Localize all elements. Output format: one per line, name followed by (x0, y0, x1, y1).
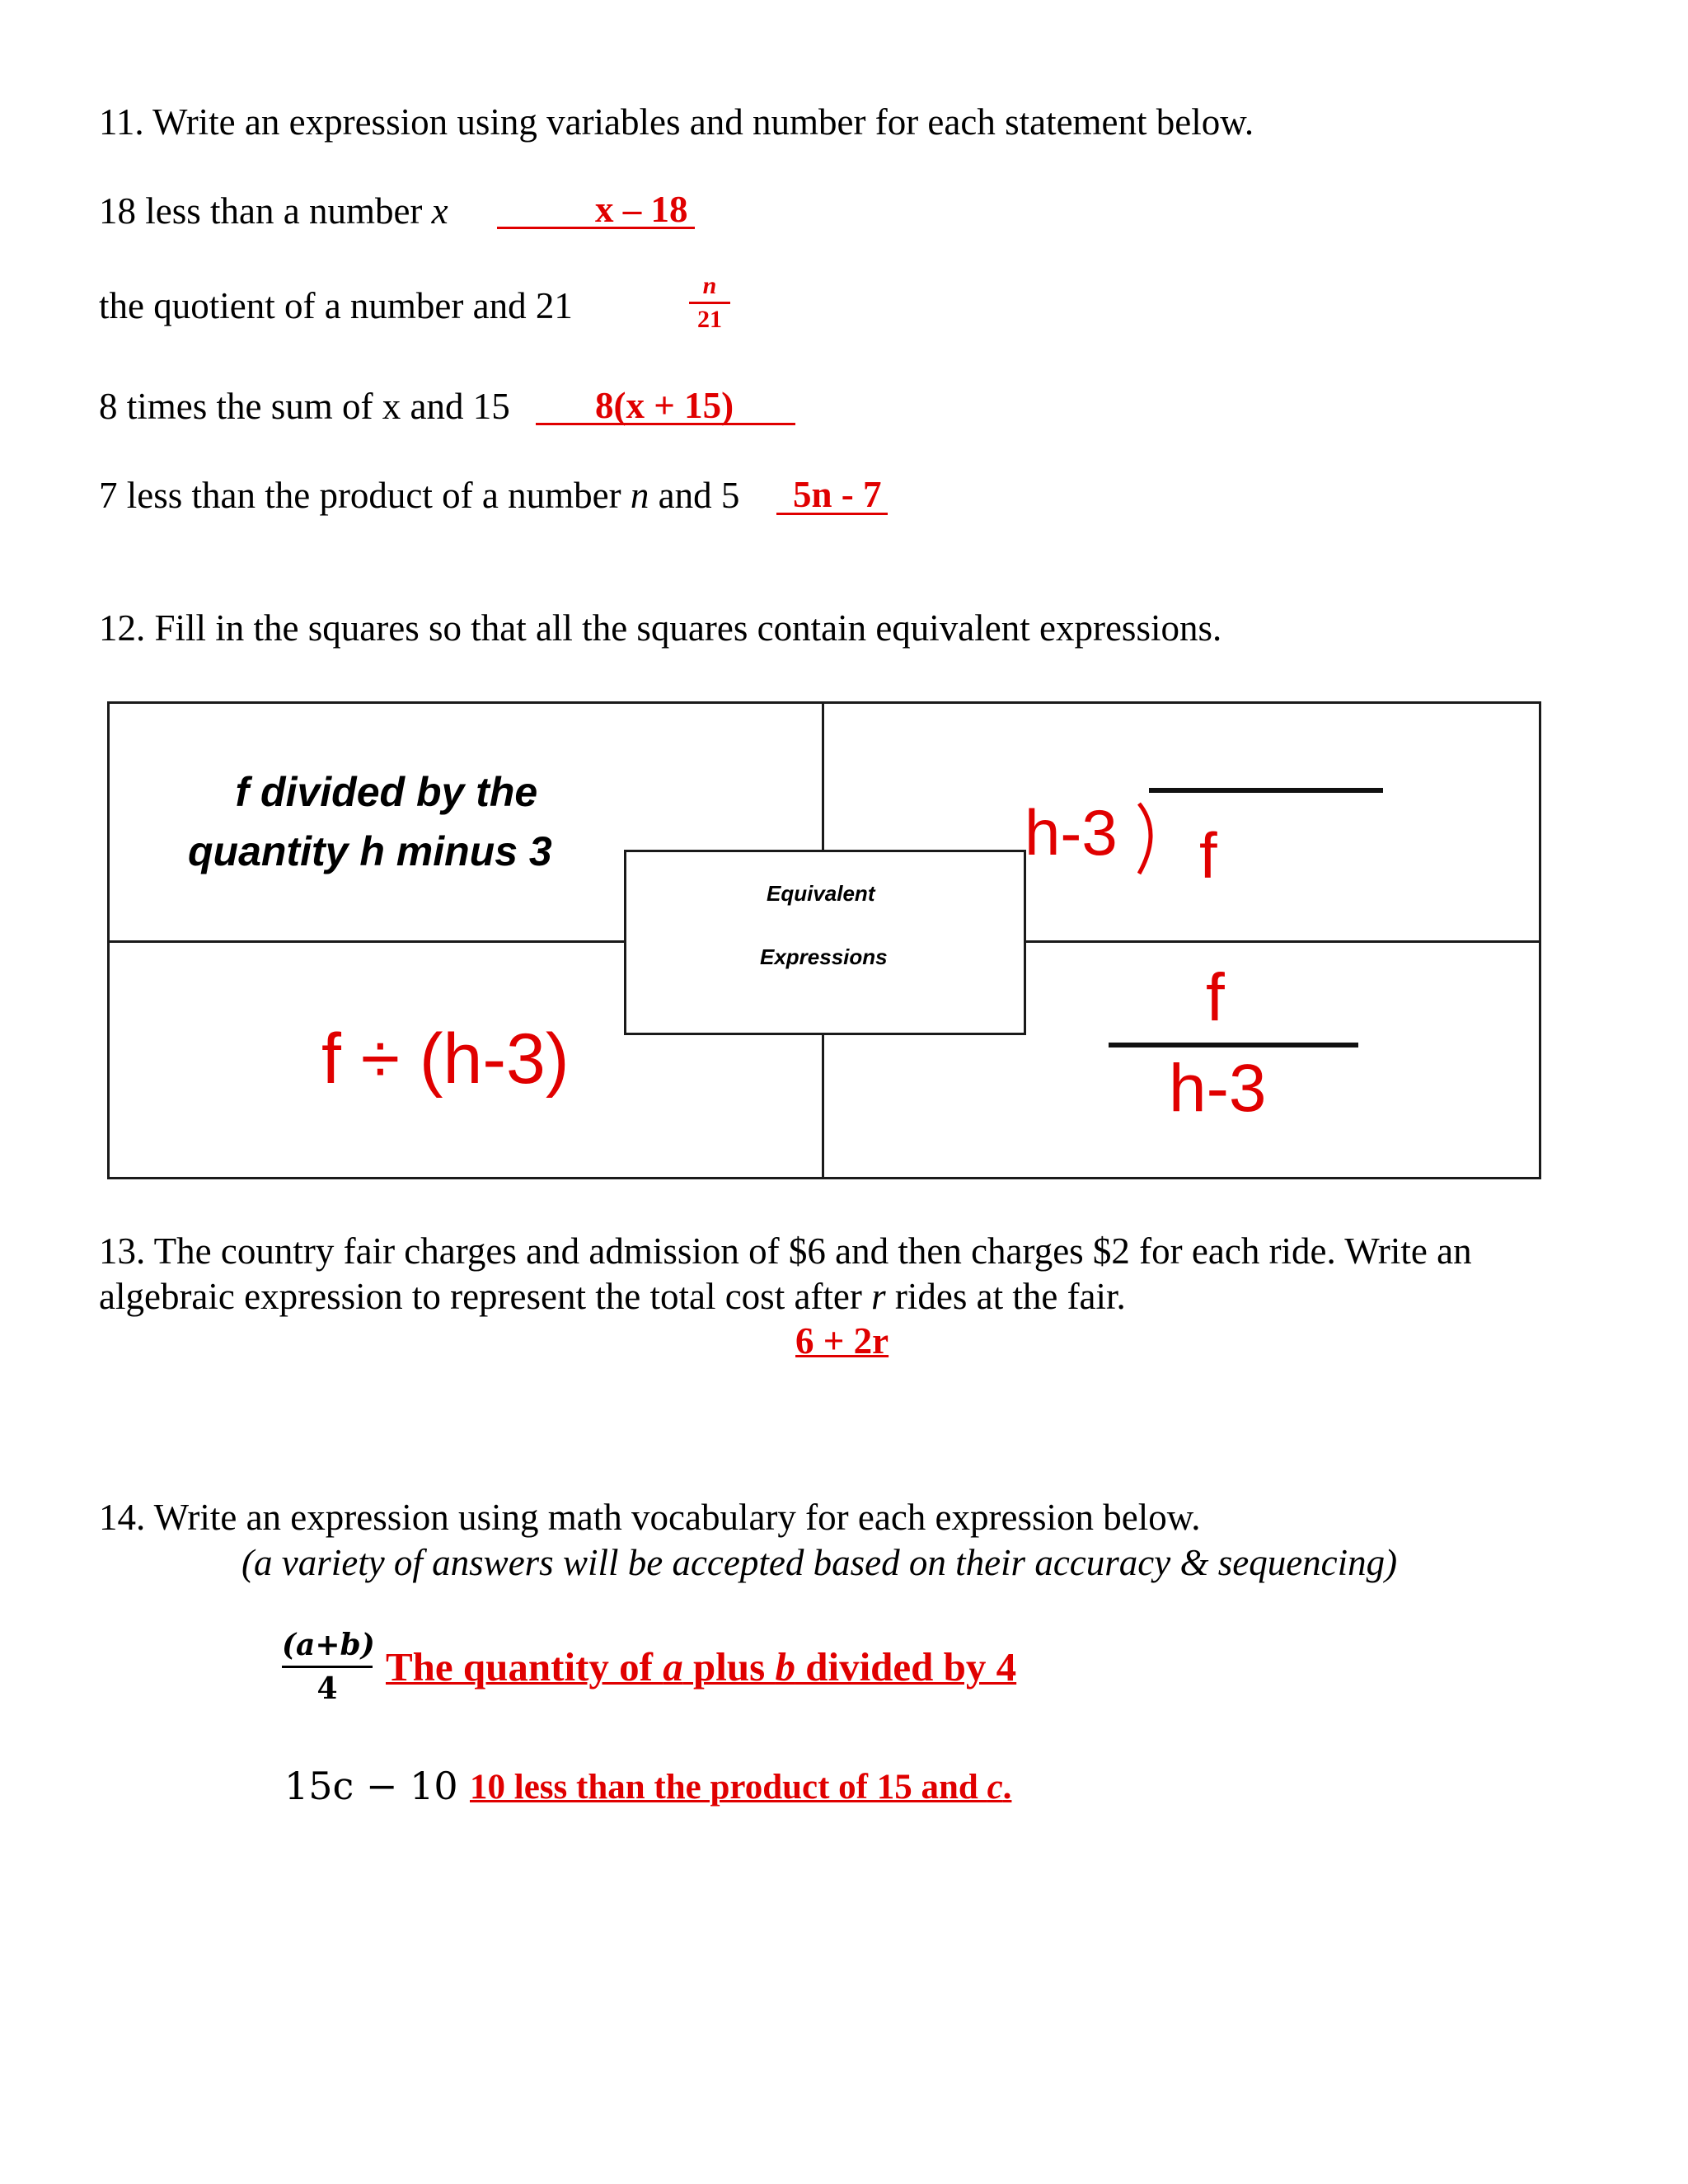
q13-line2-b: rides at the fair. (885, 1276, 1126, 1317)
q11-item4-text-b: and 5 (649, 475, 740, 516)
q14-prompt: 14. Write an expression using math vocabulary for each expression below. (99, 1497, 1201, 1538)
q12-top-left-line2: quantity h minus 3 (188, 828, 552, 874)
q14-answer1-b: plus (682, 1644, 776, 1690)
q11-item4-statement (99, 474, 739, 517)
q13-line2-a: algebraic expression to represent the total cost after (99, 1276, 872, 1317)
q14-answer2 (470, 1766, 1011, 1809)
grid-horizontal-divider-left (107, 940, 624, 943)
q14-answer2-b: . (1002, 1768, 1012, 1807)
q14-answer1-var-b: b (775, 1644, 795, 1690)
q14-answer1-a: The quantity of (386, 1644, 663, 1690)
q11-item3-answer: 8(x + 15) (595, 385, 734, 426)
q13-line2 (99, 1275, 1126, 1318)
q14-answer2-var: c (987, 1768, 1003, 1807)
q11-item1-text: 18 less than a number (99, 190, 432, 232)
q11-item4-text-a: 7 less than the product of a number (99, 475, 631, 516)
q12-bottom-right-numerator: f (1206, 960, 1225, 1035)
fraction-bar (689, 302, 730, 304)
q12-top-left-cell (188, 762, 552, 881)
center-label-expressions: Expressions (760, 944, 888, 969)
q14-expr1-denominator: 4 (316, 1671, 338, 1706)
q12-prompt: 12. Fill in the squares so that all the squares contain equivalent expressions. (99, 607, 1222, 649)
q14-expr1-fraction (282, 1628, 373, 1706)
grid-horizontal-divider-right (1024, 940, 1539, 943)
fraction-bar (282, 1666, 373, 1668)
q11-item1-answer: x – 18 (595, 189, 688, 230)
q13-line1: 13. The country fair charges and admission of $6 and then charges $2 for each ride. Write an (99, 1230, 1472, 1272)
equivalent-expressions-center-box (624, 850, 1026, 1035)
q11-item2-numerator: n (702, 272, 717, 299)
q12-bottom-right-denominator: h-3 (1169, 1051, 1267, 1126)
q14-expr1-numerator: (a+b) (282, 1628, 375, 1662)
q12-top-right-dividend: f (1199, 819, 1217, 892)
q13-answer: 6 + 2r (795, 1320, 889, 1361)
q11-item2-answer-fraction (689, 272, 730, 334)
q11-item2-statement: the quotient of a number and 21 (99, 285, 573, 326)
q14-note: (a variety of answers will be accepted based on their accuracy & sequencing) (241, 1542, 1398, 1583)
q14-answer1-c: divided by 4 (795, 1644, 1017, 1690)
q14-expr2: 15c − 10 (284, 1764, 458, 1808)
q11-prompt: 11. Write an expression using variables and number for each statement below. (99, 101, 1254, 143)
q12-bottom-right-fraction-bar (1109, 1043, 1358, 1047)
long-division-bracket-icon (1137, 783, 1385, 882)
grid-vertical-divider-bottom (822, 1030, 824, 1177)
q11-item2-denominator: 21 (697, 306, 722, 333)
q11-item4-var: n (630, 475, 649, 516)
q14-answer1-var-a: a (663, 1644, 683, 1690)
q14-answer2-a: 10 less than the product of 15 and (470, 1768, 987, 1807)
q13-line2-var: r (871, 1276, 886, 1317)
q14-answer1 (386, 1644, 1016, 1690)
q12-top-right-divisor: h-3 (1025, 796, 1118, 869)
q11-item4-answer: 5n - 7 (793, 474, 882, 515)
q11-item3-statement: 8 times the sum of x and 15 (99, 386, 510, 427)
grid-vertical-divider-top (822, 701, 824, 850)
center-label-equivalent: Equivalent (767, 881, 875, 906)
q11-item1-statement (99, 190, 448, 232)
q11-item1-var: x (431, 190, 448, 232)
q12-bottom-left-cell: f ÷ (h-3) (321, 1019, 570, 1099)
q12-top-left-line1: f divided by the (235, 769, 538, 815)
